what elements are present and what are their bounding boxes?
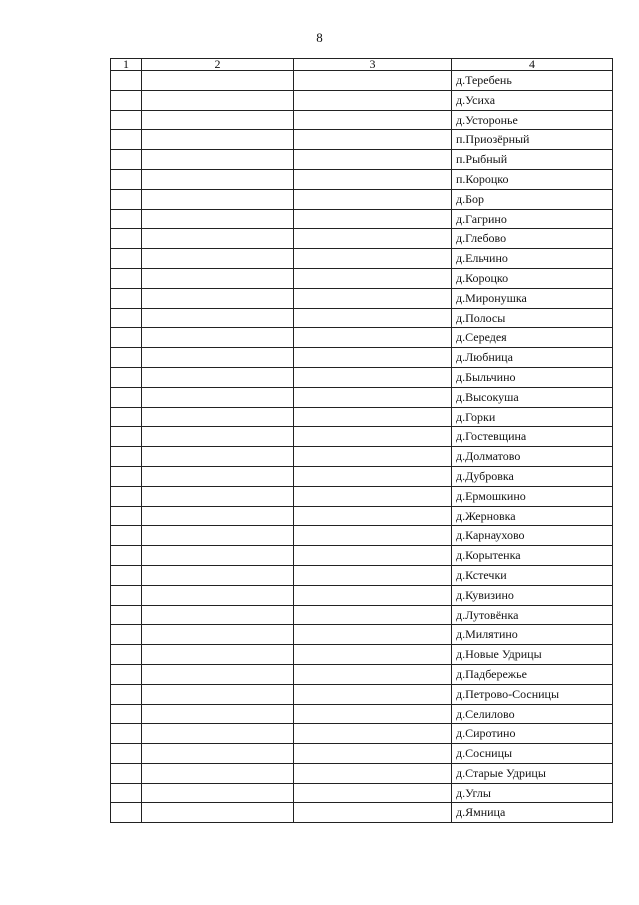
table-row xyxy=(111,407,613,427)
settlement-name-cell: д.Усторонье xyxy=(452,110,613,130)
empty-cell xyxy=(142,605,294,625)
settlement-name-cell: д.Дубровка xyxy=(452,466,613,486)
empty-cell xyxy=(111,585,142,605)
empty-cell xyxy=(111,130,142,150)
empty-cell xyxy=(294,249,452,269)
table-row xyxy=(111,189,613,209)
table-row xyxy=(111,367,613,387)
empty-cell xyxy=(142,585,294,605)
empty-cell xyxy=(111,645,142,665)
empty-cell xyxy=(294,348,452,368)
table-row xyxy=(111,466,613,486)
table-row xyxy=(111,565,613,585)
empty-cell xyxy=(111,724,142,744)
settlement-name-cell: д.Корытенка xyxy=(452,546,613,566)
empty-cell xyxy=(142,704,294,724)
table-row xyxy=(111,110,613,130)
empty-cell xyxy=(111,150,142,170)
column-header-1: 1 xyxy=(111,59,142,71)
settlement-name-cell: д.Сиротино xyxy=(452,724,613,744)
empty-cell xyxy=(294,90,452,110)
settlement-name-cell: д.Падбережье xyxy=(452,664,613,684)
settlement-name-cell: д.Долматово xyxy=(452,447,613,467)
table-row xyxy=(111,763,613,783)
empty-cell xyxy=(142,447,294,467)
empty-cell xyxy=(294,704,452,724)
empty-cell xyxy=(294,585,452,605)
table-row xyxy=(111,308,613,328)
empty-cell xyxy=(294,783,452,803)
empty-cell xyxy=(142,724,294,744)
empty-cell xyxy=(142,348,294,368)
empty-cell xyxy=(142,803,294,823)
empty-cell xyxy=(111,466,142,486)
empty-cell xyxy=(142,268,294,288)
settlement-name-cell: д.Усиха xyxy=(452,90,613,110)
empty-cell xyxy=(142,229,294,249)
empty-cell xyxy=(142,526,294,546)
table-row xyxy=(111,645,613,665)
table-row xyxy=(111,447,613,467)
table-header-row xyxy=(111,59,613,71)
empty-cell xyxy=(142,625,294,645)
table-row xyxy=(111,803,613,823)
empty-cell xyxy=(142,506,294,526)
empty-cell xyxy=(294,565,452,585)
empty-cell xyxy=(294,288,452,308)
empty-cell xyxy=(294,546,452,566)
settlement-name-cell: д.Кстечки xyxy=(452,565,613,585)
table-row xyxy=(111,387,613,407)
column-header-3: 3 xyxy=(294,59,452,71)
table-row xyxy=(111,585,613,605)
table-row xyxy=(111,328,613,348)
empty-cell xyxy=(111,704,142,724)
table-row xyxy=(111,249,613,269)
empty-cell xyxy=(111,486,142,506)
settlement-name-cell: д.Кувизино xyxy=(452,585,613,605)
table-row xyxy=(111,209,613,229)
empty-cell xyxy=(111,367,142,387)
empty-cell xyxy=(111,268,142,288)
settlement-name-cell: д.Петрово-Сосницы xyxy=(452,684,613,704)
settlement-name-cell: д.Середея xyxy=(452,328,613,348)
empty-cell xyxy=(294,169,452,189)
table-row xyxy=(111,744,613,764)
table-row xyxy=(111,288,613,308)
empty-cell xyxy=(294,110,452,130)
empty-cell xyxy=(111,308,142,328)
settlement-name-cell: д.Гагрино xyxy=(452,209,613,229)
empty-cell xyxy=(142,367,294,387)
empty-cell xyxy=(142,169,294,189)
settlement-name-cell: д.Карнаухово xyxy=(452,526,613,546)
settlement-name-cell: д.Быльчино xyxy=(452,367,613,387)
empty-cell xyxy=(294,71,452,91)
table-row xyxy=(111,427,613,447)
empty-cell xyxy=(111,684,142,704)
empty-cell xyxy=(142,150,294,170)
empty-cell xyxy=(294,447,452,467)
table-row xyxy=(111,724,613,744)
empty-cell xyxy=(111,71,142,91)
empty-cell xyxy=(142,466,294,486)
empty-cell xyxy=(142,308,294,328)
empty-cell xyxy=(294,229,452,249)
table-row xyxy=(111,130,613,150)
empty-cell xyxy=(142,645,294,665)
empty-cell xyxy=(142,763,294,783)
settlement-name-cell: д.Сосницы xyxy=(452,744,613,764)
empty-cell xyxy=(142,427,294,447)
settlement-name-cell: д.Высокуша xyxy=(452,387,613,407)
empty-cell xyxy=(142,209,294,229)
empty-cell xyxy=(111,387,142,407)
empty-cell xyxy=(111,605,142,625)
empty-cell xyxy=(294,763,452,783)
settlement-name-cell: д.Углы xyxy=(452,783,613,803)
empty-cell xyxy=(111,546,142,566)
empty-cell xyxy=(294,209,452,229)
empty-cell xyxy=(294,308,452,328)
empty-cell xyxy=(111,763,142,783)
empty-cell xyxy=(111,348,142,368)
column-header-2: 2 xyxy=(142,59,294,71)
empty-cell xyxy=(111,447,142,467)
empty-cell xyxy=(111,90,142,110)
empty-cell xyxy=(111,209,142,229)
empty-cell xyxy=(142,565,294,585)
empty-cell xyxy=(294,645,452,665)
settlement-name-cell: п.Рыбный xyxy=(452,150,613,170)
table-row xyxy=(111,684,613,704)
empty-cell xyxy=(111,407,142,427)
empty-cell xyxy=(294,130,452,150)
table-row xyxy=(111,486,613,506)
empty-cell xyxy=(111,169,142,189)
empty-cell xyxy=(294,367,452,387)
empty-cell xyxy=(111,110,142,130)
table-row xyxy=(111,526,613,546)
settlement-name-cell: д.Жерновка xyxy=(452,506,613,526)
empty-cell xyxy=(294,684,452,704)
table-row xyxy=(111,546,613,566)
table-row xyxy=(111,229,613,249)
empty-cell xyxy=(111,565,142,585)
settlement-name-cell: д.Милятино xyxy=(452,625,613,645)
empty-cell xyxy=(294,526,452,546)
empty-cell xyxy=(294,150,452,170)
empty-cell xyxy=(111,526,142,546)
empty-cell xyxy=(294,744,452,764)
empty-cell xyxy=(294,803,452,823)
empty-cell xyxy=(294,724,452,744)
settlements-table xyxy=(110,58,613,823)
empty-cell xyxy=(111,189,142,209)
settlement-name-cell: п.Приозёрный xyxy=(452,130,613,150)
empty-cell xyxy=(111,625,142,645)
table-row xyxy=(111,506,613,526)
table-row xyxy=(111,169,613,189)
settlement-name-cell: д.Глебово xyxy=(452,229,613,249)
empty-cell xyxy=(111,229,142,249)
empty-cell xyxy=(142,744,294,764)
empty-cell xyxy=(142,684,294,704)
table-row xyxy=(111,605,613,625)
empty-cell xyxy=(294,268,452,288)
table-row xyxy=(111,71,613,91)
settlement-name-cell: д.Селилово xyxy=(452,704,613,724)
empty-cell xyxy=(142,546,294,566)
settlement-name-cell: д.Бор xyxy=(452,189,613,209)
empty-cell xyxy=(142,387,294,407)
empty-cell xyxy=(111,249,142,269)
settlement-name-cell: д.Ельчино xyxy=(452,249,613,269)
empty-cell xyxy=(142,664,294,684)
empty-cell xyxy=(294,427,452,447)
empty-cell xyxy=(111,506,142,526)
empty-cell xyxy=(142,110,294,130)
settlement-name-cell: д.Любница xyxy=(452,348,613,368)
empty-cell xyxy=(142,90,294,110)
empty-cell xyxy=(294,387,452,407)
empty-cell xyxy=(294,466,452,486)
settlement-name-cell: д.Горки xyxy=(452,407,613,427)
empty-cell xyxy=(294,486,452,506)
empty-cell xyxy=(142,486,294,506)
page-number: 8 xyxy=(316,30,323,45)
empty-cell xyxy=(111,803,142,823)
settlement-name-cell: д.Ермошкино xyxy=(452,486,613,506)
settlement-name-cell: п.Короцко xyxy=(452,169,613,189)
settlement-name-cell: д.Короцко xyxy=(452,268,613,288)
table-row xyxy=(111,268,613,288)
empty-cell xyxy=(294,605,452,625)
empty-cell xyxy=(111,664,142,684)
settlement-name-cell: д.Лутовёнка xyxy=(452,605,613,625)
settlement-name-cell: д.Новые Удрицы xyxy=(452,645,613,665)
column-header-4: 4 xyxy=(452,59,613,71)
table-row xyxy=(111,783,613,803)
empty-cell xyxy=(294,328,452,348)
empty-cell xyxy=(142,130,294,150)
settlement-name-cell: д.Теребень xyxy=(452,71,613,91)
empty-cell xyxy=(111,328,142,348)
empty-cell xyxy=(142,407,294,427)
empty-cell xyxy=(294,189,452,209)
table-row xyxy=(111,664,613,684)
empty-cell xyxy=(111,427,142,447)
table-row xyxy=(111,150,613,170)
empty-cell xyxy=(142,328,294,348)
empty-cell xyxy=(111,783,142,803)
table-row xyxy=(111,625,613,645)
settlement-name-cell: д.Полосы xyxy=(452,308,613,328)
empty-cell xyxy=(142,249,294,269)
empty-cell xyxy=(294,407,452,427)
settlement-name-cell: д.Старые Удрицы xyxy=(452,763,613,783)
settlement-name-cell: д.Гостевщина xyxy=(452,427,613,447)
empty-cell xyxy=(111,744,142,764)
empty-cell xyxy=(142,71,294,91)
empty-cell xyxy=(142,288,294,308)
table-row xyxy=(111,90,613,110)
empty-cell xyxy=(294,506,452,526)
table-row xyxy=(111,348,613,368)
table-row xyxy=(111,704,613,724)
table-body xyxy=(111,71,613,823)
empty-cell xyxy=(294,625,452,645)
empty-cell xyxy=(142,783,294,803)
empty-cell xyxy=(294,664,452,684)
settlement-name-cell: д.Ямница xyxy=(452,803,613,823)
empty-cell xyxy=(111,288,142,308)
empty-cell xyxy=(142,189,294,209)
settlement-name-cell: д.Миронушка xyxy=(452,288,613,308)
